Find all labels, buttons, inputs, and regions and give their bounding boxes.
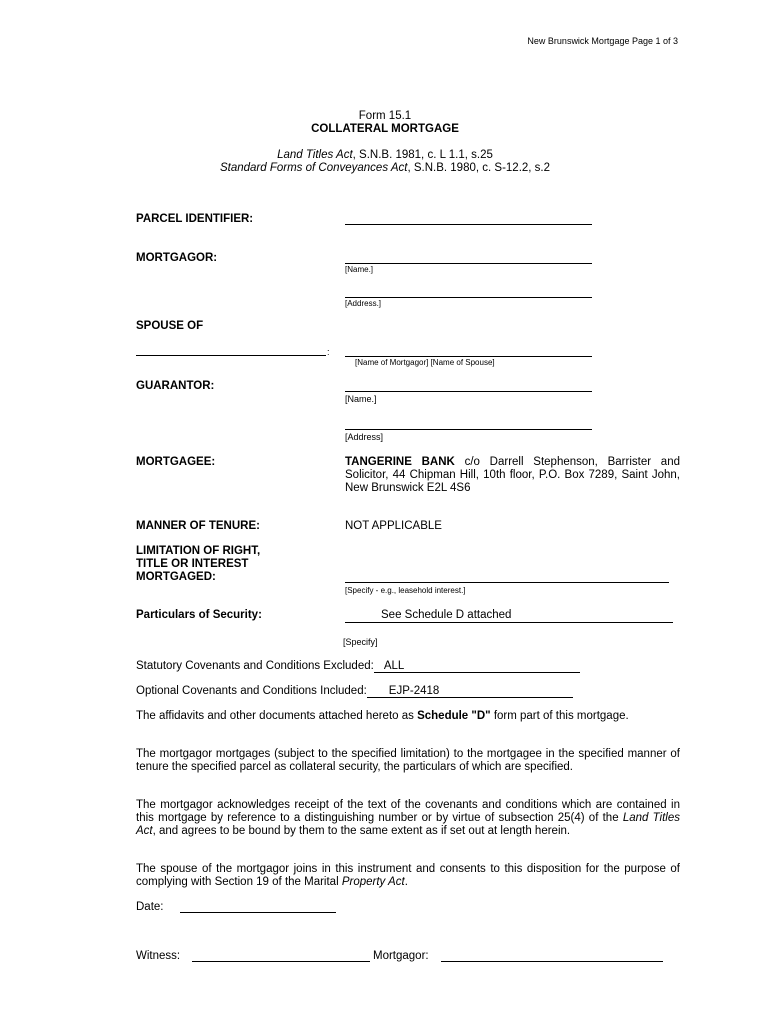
mortgagor-label: MORTGAGOR:	[136, 252, 218, 264]
date-label: Date:	[136, 901, 164, 913]
spouse-name-field[interactable]	[345, 356, 592, 357]
act-name: Property Act	[341, 876, 405, 888]
page-header: New Brunswick Mortgage Page 1 of 3	[527, 36, 678, 46]
particulars-field[interactable]	[345, 609, 673, 623]
optional-label: Optional Covenants and Conditions Included:	[136, 685, 367, 697]
particulars-hint: [Specify]	[343, 637, 378, 647]
act-name: Land Titles Act	[277, 149, 353, 161]
form-number: Form 15.1	[358, 110, 412, 122]
spouse-label: SPOUSE OF	[136, 320, 204, 332]
para-text: .	[404, 876, 408, 888]
act-reference-1	[0, 149, 770, 161]
form-title: COLLATERAL MORTGAGE	[311, 123, 459, 135]
act-name: Land Titles Act	[136, 812, 681, 837]
paragraph-spouse	[136, 863, 680, 889]
act-citation: , S.N.B. 1981, c. L 1.1, s.25	[352, 149, 493, 161]
guarantor-label: GUARANTOR:	[136, 380, 215, 392]
mortgagor-name-hint: [Name.]	[345, 265, 374, 274]
parcel-field[interactable]	[345, 224, 592, 225]
limitation-label-2: TITLE OR INTEREST	[136, 558, 249, 570]
mortgagee-label: MORTGAGEE:	[136, 456, 216, 468]
limitation-label-1: LIMITATION OF RIGHT,	[136, 545, 261, 557]
spouse-names-hint: [Name of Mortgagor] [Name of Spouse]	[355, 358, 495, 367]
para-text: form part of this mortgage.	[490, 710, 629, 722]
mortgagee-address: c/o Darrell Stephenson, Barrister and Solicitor, 44 Chipman Hill, 10th floor, P.O. Box 7289, Saint John, New Brunswick E2L 4S6	[345, 456, 680, 494]
mortgagor-address-field[interactable]	[345, 297, 592, 298]
guarantor-name-field[interactable]	[345, 391, 592, 392]
witness-signature-field[interactable]	[192, 961, 370, 962]
para-text: The spouse of the mortgagor joins in this instrument and consents to this disposition for the purpose of complying with Section 19 of the Marital	[136, 863, 680, 888]
statutory-covenants	[136, 660, 580, 673]
schedule-ref: Schedule "D"	[417, 710, 491, 722]
mortgagor-signature-label: Mortgagor:	[373, 950, 429, 962]
witness-label: Witness:	[136, 950, 181, 962]
spouse-mortgagor-field[interactable]	[136, 355, 326, 356]
paragraph-schedule	[136, 710, 680, 723]
guarantor-address-hint: [Address]	[345, 432, 384, 442]
guarantor-name-hint: [Name.]	[345, 394, 377, 404]
spouse-colon: :	[327, 347, 330, 357]
act-citation: , S.N.B. 1980, c. S-12.2, s.2	[407, 162, 551, 174]
paragraph-mortgage: The mortgagor mortgages (subject to the specified limitation) to the mortgagee in the specified manner of tenure the specified parcel as collateral security, the particulars of which are specified.	[136, 748, 680, 773]
tenure-label: MANNER OF TENURE:	[136, 520, 260, 532]
para-text: The mortgagor acknowledges receipt of the text of the covenants and conditions which are contained in this mortgage by reference to a distinguishing number or by virtue of subsection 25(4) of the	[136, 799, 680, 824]
para-text: , and agrees to be bound by them to the same extent as if set out at length herein.	[152, 825, 571, 837]
guarantor-address-field[interactable]	[345, 429, 592, 430]
act-name: Standard Forms of Conveyances Act	[219, 162, 408, 174]
parcel-label: PARCEL IDENTIFIER:	[136, 213, 254, 225]
mortgagor-name-field[interactable]	[345, 263, 592, 264]
optional-value[interactable]: EJP-2418	[367, 685, 573, 698]
mortgagee-value	[345, 456, 680, 495]
mortgagee-bank: TANGERINE BANK	[345, 456, 455, 468]
statutory-label: Statutory Covenants and Conditions Excluded:	[136, 660, 374, 672]
limitation-hint: [Specify - e.g., leasehold interest.]	[345, 586, 466, 595]
tenure-value: NOT APPLICABLE	[345, 520, 442, 532]
particulars-label: Particulars of Security:	[136, 609, 262, 621]
mortgagor-address-hint: [Address.]	[345, 299, 382, 308]
paragraph-acknowledgement	[136, 799, 680, 838]
para-text: The affidavits and other documents attached hereto as	[136, 710, 418, 722]
limitation-field[interactable]	[345, 582, 669, 583]
statutory-value[interactable]: ALL	[374, 660, 580, 673]
particulars-value: See Schedule D attached	[381, 609, 512, 621]
mortgagor-signature-field[interactable]	[441, 961, 663, 962]
limitation-label-3: MORTGAGED:	[136, 571, 216, 583]
act-reference-2	[0, 162, 770, 174]
date-field[interactable]	[180, 912, 336, 913]
optional-covenants	[136, 685, 573, 698]
